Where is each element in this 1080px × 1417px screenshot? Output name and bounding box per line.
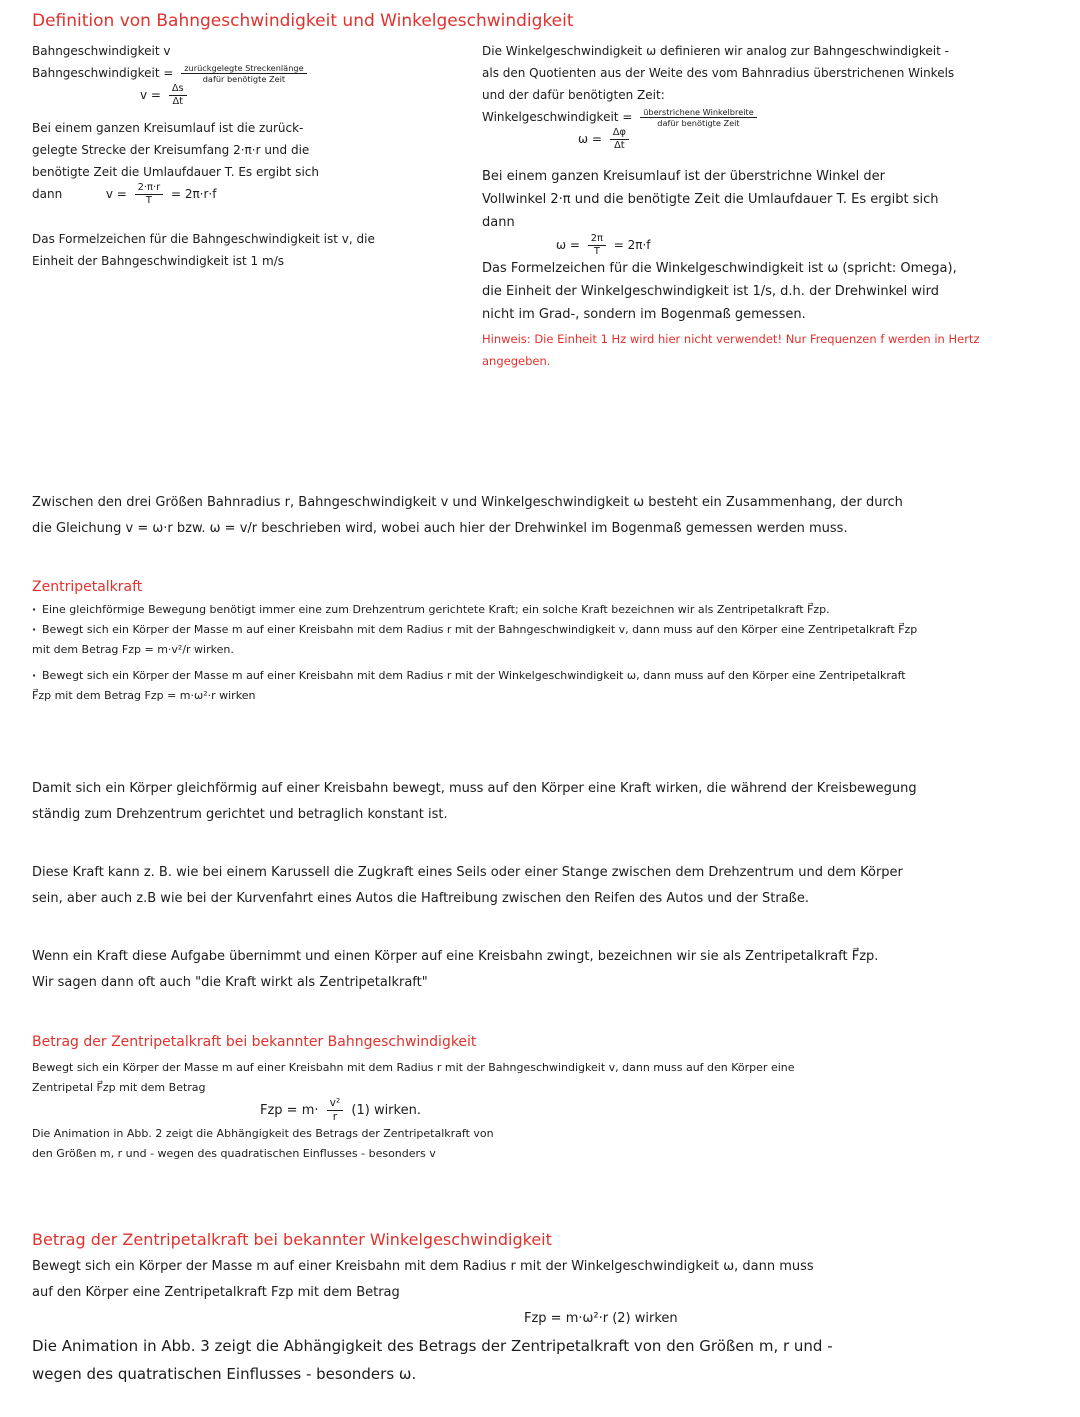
- left-symbol-line: Das Formelzeichen für die Bahngeschwindigkeit ist v, die: [32, 231, 375, 246]
- right-omega-fraction: [610, 128, 629, 151]
- zentripetal-p-line-5: Wenn ein Kraft diese Aufgabe übernimmt und einen Körper auf eine Kreisbahn zwingt, bezeichnen wir sie als Zentripetalkraft F⃗zp.: [32, 949, 879, 964]
- right-omega-numerator: Δφ: [610, 128, 629, 140]
- left-line-1: Bahngeschwindigkeit v: [32, 44, 171, 58]
- zentripetal-paragraph-1: [32, 776, 1052, 828]
- right-def-fraction: [640, 108, 757, 127]
- left-umlauf-lhs: v =: [105, 186, 127, 201]
- left-v-lhs: v =: [140, 88, 161, 102]
- betrag-w-line-1: Bewegt sich ein Körper der Masse m auf einer Kreisbahn mit dem Radius r mit der Winkelgeschwindigkeit ω, dann muss: [32, 1259, 814, 1274]
- zentripetal-bullet-3b: F⃗zp mit dem Betrag Fzp = m·ω²·r wirken: [32, 689, 256, 702]
- zentripetal-p-line-4: sein, aber auch z.B wie bei der Kurvenfahrt eines Autos die Haftreibung zwischen den Reifen des Autos und der Straße.: [32, 891, 809, 906]
- right-umlauf-lhs: ω =: [556, 237, 580, 252]
- left-unit-line: Einheit der Bahngeschwindigkeit ist 1 m/s: [32, 253, 284, 268]
- right-omega-lhs: ω =: [578, 132, 602, 146]
- zentripetal-bullet-1: · Eine gleichförmige Bewegung benötigt immer eine zum Drehzentrum gerichtete Kraft; ein solche Kraft bezeichnen wir als Zentripetalkraft F⃗zp.: [32, 600, 1062, 620]
- zentripetal-heading: Zentripetalkraft: [32, 579, 143, 595]
- betrag-v-line-4: den Größen m, r und - wegen des quadratischen Einflusses - besonders v: [32, 1147, 436, 1160]
- left-paragraph-line-2: gelegte Strecke der Kreisumfang 2·π·r und die: [32, 142, 310, 157]
- betrag-v-line-3: Die Animation in Abb. 2 zeigt die Abhängigkeit des Betrags der Zentripetalkraft von: [32, 1127, 494, 1140]
- left-def-numerator: zurückgelegte Streckenlänge: [181, 64, 306, 74]
- left-v-formula: [32, 84, 452, 107]
- zentripetal-p-line-2: ständig zum Drehzentrum gerichtet und betraglich konstant ist.: [32, 807, 448, 822]
- right-definition-formula: [482, 106, 1052, 128]
- right-line-10: Das Formelzeichen für die Winkelgeschwindigkeit ist ω (spricht: Omega),: [482, 260, 957, 276]
- betrag-v-line-2: Zentripetal F⃗zp mit dem Betrag: [32, 1081, 206, 1094]
- betrag-v-formula-fraction: [327, 1098, 344, 1122]
- zentripetal-bullet-2b: mit dem Betrag Fzp = m·v²/r wirken.: [32, 643, 234, 656]
- betrag-v-formula-numerator: v²: [327, 1098, 344, 1111]
- left-definition-formula: [32, 62, 452, 84]
- right-umlauf-denominator: T: [593, 245, 600, 257]
- zentripetal-bullet-2a: · Bewegt sich ein Körper der Masse m auf einer Kreisbahn mit dem Radius r mit der Bahngeschwindigkeit v, dann muss auf den Körper eine Zentripetalkraft F⃗zp: [32, 620, 1062, 640]
- betrag-v-formula-lhs: Fzp = m·: [260, 1103, 319, 1118]
- zentripetal-bullets: [32, 600, 1062, 706]
- right-line-3: und der dafür benötigten Zeit:: [482, 88, 665, 102]
- right-umlauf-rhs: = 2π·f: [613, 237, 651, 252]
- right-line-7: Vollwinkel 2·π und die benötigte Zeit die Umlaufdauer T. Es ergibt sich: [482, 191, 939, 207]
- right-column: [482, 40, 1052, 372]
- right-line-11: die Einheit der Winkelgeschwindigkeit ist 1/s, d.h. der Drehwinkel wird: [482, 283, 939, 299]
- relationship-line-2: die Gleichung v = ω·r bzw. ω = v/r beschrieben wird, wobei auch hier der Drehwinkel im Bogenmaß gemessen werden muss.: [32, 521, 848, 536]
- left-umlauf-fraction: [135, 183, 163, 206]
- right-line-12: nicht im Grad-, sondern im Bogenmaß gemessen.: [482, 306, 806, 322]
- relationship-line-1: Zwischen den drei Größen Bahnradius r, Bahngeschwindigkeit v und Winkelgeschwindigkeit ω besteht ein Zusammenhang, der durch: [32, 495, 903, 510]
- right-umlauf-formula: [482, 234, 1052, 257]
- right-def-label: Winkelgeschwindigkeit =: [482, 110, 633, 124]
- right-def-denominator: dafür benötigte Zeit: [657, 118, 740, 128]
- betrag-w-block: [32, 1254, 1062, 1388]
- right-hint-line-2: angegeben.: [482, 353, 551, 368]
- right-omega-denominator: Δt: [614, 140, 625, 151]
- left-def-label: Bahngeschwindigkeit =: [32, 66, 174, 80]
- betrag-v-block: [32, 1058, 1062, 1164]
- right-def-numerator: überstrichene Winkelbreite: [640, 108, 757, 118]
- left-v-denominator: Δt: [172, 96, 184, 107]
- left-umlauf-formula: [32, 183, 452, 206]
- zentripetal-p-line-6: Wir sagen dann oft auch "die Kraft wirkt als Zentripetalkraft": [32, 975, 428, 990]
- left-def-fraction: [181, 64, 306, 83]
- betrag-w-line-3: Die Animation in Abb. 3 zeigt die Abhängigkeit des Betrags der Zentripetalkraft von den Größen m, r und -: [32, 1337, 833, 1355]
- left-umlauf-numerator: 2·π·r: [135, 183, 163, 195]
- right-umlauf-fraction: [588, 234, 606, 257]
- right-line-8: dann: [482, 214, 515, 230]
- page-title: Definition von Bahngeschwindigkeit und Winkelgeschwindigkeit: [32, 11, 574, 31]
- betrag-w-line-4: wegen des quatratischen Einflusses - besonders ω.: [32, 1365, 417, 1383]
- betrag-v-formula: [32, 1098, 1062, 1124]
- zentripetal-p-line-1: Damit sich ein Körper gleichförmig auf einer Kreisbahn bewegt, muss auf den Körper eine Kraft wirken, die während der Kreisbewegung: [32, 781, 917, 796]
- left-paragraph-line-3: benötigte Zeit die Umlaufdauer T. Es ergibt sich: [32, 164, 319, 179]
- zentripetal-paragraph-2: [32, 860, 1052, 912]
- right-line-1: Die Winkelgeschwindigkeit ω definieren wir analog zur Bahngeschwindigkeit -: [482, 44, 949, 58]
- zentripetal-bullet-3a: · Bewegt sich ein Körper der Masse m auf einer Kreisbahn mit dem Radius r mit der Winkelgeschwindigkeit ω, dann muss auf den Körper eine Zentripetalkraft: [32, 666, 1062, 686]
- betrag-w-formula: Fzp = m·ω²·r (2) wirken: [524, 1311, 678, 1326]
- left-paragraph-line-1: Bei einem ganzen Kreisumlauf ist die zurück-: [32, 120, 304, 135]
- right-omega-formula: [482, 128, 1052, 151]
- betrag-v-heading: Betrag der Zentripetalkraft bei bekannter Bahngeschwindigkeit: [32, 1034, 477, 1050]
- betrag-v-line-1: Bewegt sich ein Körper der Masse m auf einer Kreisbahn mit dem Radius r mit der Bahngeschwindigkeit v, dann muss auf den Körper eine: [32, 1061, 795, 1074]
- betrag-v-formula-tag: (1) wirken.: [351, 1103, 421, 1118]
- left-umlauf-rhs: = 2π·r·f: [170, 186, 217, 201]
- left-v-numerator: Δs: [169, 84, 187, 96]
- betrag-w-heading: Betrag der Zentripetalkraft bei bekannter Winkelgeschwindigkeit: [32, 1230, 552, 1249]
- betrag-w-line-2: auf den Körper eine Zentripetalkraft Fzp mit dem Betrag: [32, 1285, 400, 1300]
- right-line-2: als den Quotienten aus der Weite des vom Bahnradius überstrichenen Winkels: [482, 66, 955, 80]
- left-v-fraction: [169, 84, 187, 107]
- zentripetal-paragraph-3: [32, 944, 1052, 996]
- relationship-paragraph: [32, 490, 1052, 542]
- left-dann: dann: [32, 186, 63, 201]
- right-hint-line-1: Hinweis: Die Einheit 1 Hz wird hier nicht verwendet! Nur Frequenzen f werden in Hertz: [482, 331, 980, 346]
- left-def-denominator: dafür benötigte Zeit: [202, 74, 286, 84]
- right-umlauf-numerator: 2π: [588, 234, 606, 246]
- betrag-v-formula-denominator: r: [332, 1110, 338, 1123]
- zentripetal-p-line-3: Diese Kraft kann z. B. wie bei einem Karussell die Zugkraft eines Seils oder einer Stange zwischen dem Drehzentrum und dem Körper: [32, 865, 903, 880]
- left-umlauf-denominator: T: [145, 194, 152, 206]
- right-line-6: Bei einem ganzen Kreisumlauf ist der überstrichne Winkel der: [482, 168, 885, 184]
- left-column: [32, 40, 452, 272]
